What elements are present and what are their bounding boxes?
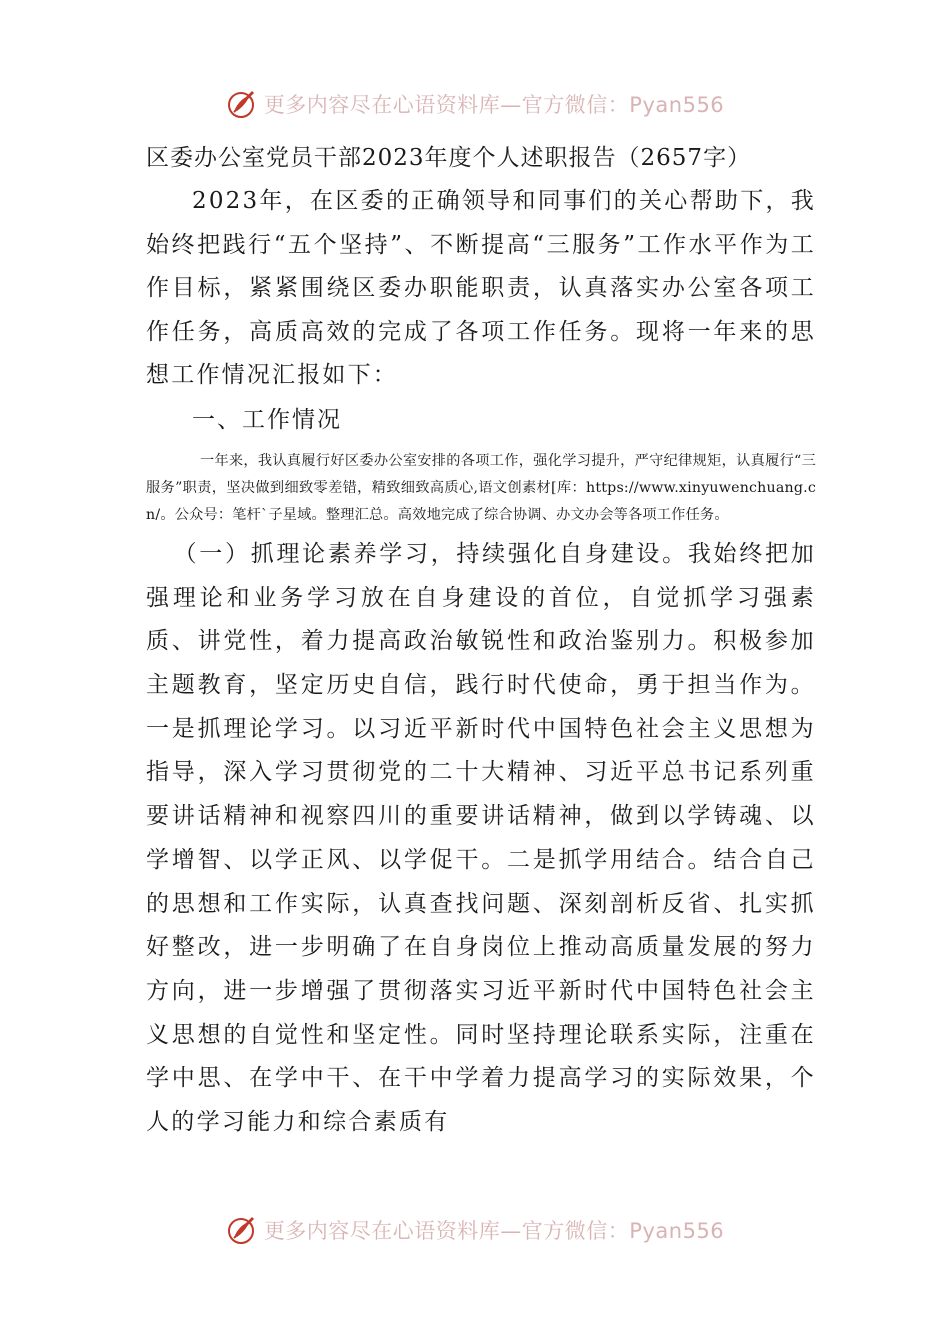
section-heading-work-status: 一、工作情况	[192, 406, 342, 433]
small-note-paragraph: 一年来，我认真履行好区委办公室安排的各项工作，强化学习提升，严守纪律规矩，认真履行“三服务”职责，坚决做到细致零差错，精致细致高质心,语文创素材[库：https://www.xinyuwenchuang.cn/。公众号：笔杆`子星域。整理汇总。高效地完成了综合协调、办文办会等各项工作任务。	[146, 452, 816, 523]
subsection-theory-study: （一）抓理论素养学习，持续强化自身建设。我始终把加强理论和业务学习放在自身建设的首位，自觉抓学习强素质、讲党性，着力提高政治敏锐性和政治鉴别力。积极参加主题教育，坚定历史自信，践行时代使命，勇于担当作为。一是抓理论学习。以习近平新时代中国特色社会主义思想为指导，深入学习贯彻党的二十大精神、习近平总书记系列重要讲话精神和视察四川的重要讲话精神，做到以学铸魂、以学增智、以学正风、以学促干。二是抓学用结合。结合自己的思想和工作实际，认真查找问题、深刻剖析反省、扎实抓好整改，进一步明确了在自身岗位上推动高质量发展的努力方向，进一步增强了贯彻落实习近平新时代中国特色社会主义思想的自觉性和坚定性。同时坚持理论联系实际，注重在学中思、在学中干、在干中学着力提高学习的实际效果，个人的学习能力和综合素质有	[146, 540, 816, 1136]
header-banner	[0, 84, 950, 124]
footer-banner-text: 更多内容尽在心语资料库—官方微信：Pyan556	[263, 1219, 725, 1243]
intro-paragraph: 2023年，在区委的正确领导和同事们的关心帮助下，我始终把践行“五个坚持”、不断提高“三服务”工作水平作为工作目标，紧紧围绕区委办职能职责，认真落实办公室各项工作任务，高质高效的完成了各项工作任务。现将一年来的思想工作情况汇报如下：	[146, 188, 816, 389]
header-banner-text: 更多内容尽在心语资料库—官方微信：Pyan556	[263, 93, 725, 117]
document-body	[146, 136, 816, 1145]
pen-logo-icon	[226, 1213, 260, 1247]
document-title: 区委办公室党员干部2023年度个人述职报告（2657字）	[146, 145, 752, 171]
footer-banner	[0, 1210, 950, 1250]
pen-logo-icon	[226, 87, 260, 121]
